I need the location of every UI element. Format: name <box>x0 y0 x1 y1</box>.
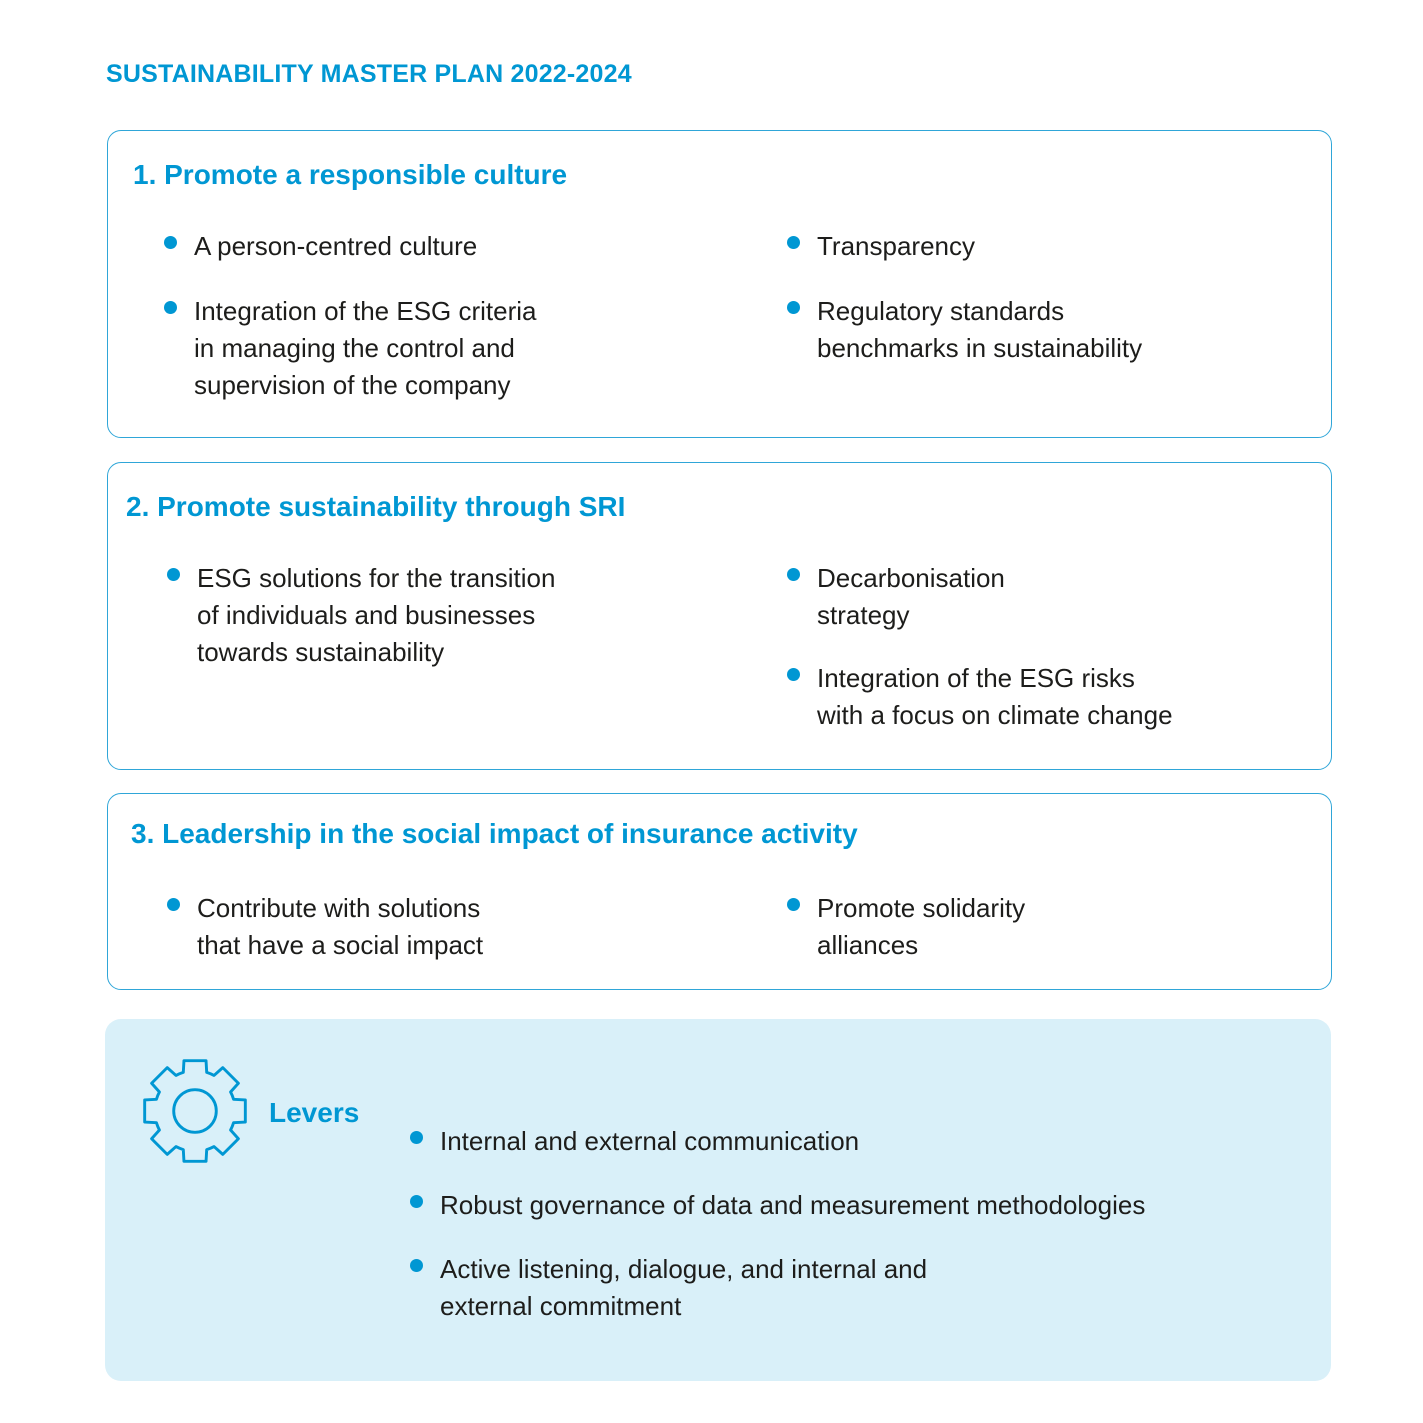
section-title: 1. Promote a responsible culture <box>133 159 568 190</box>
section-sri <box>107 462 1332 770</box>
bullet-dot-icon <box>167 568 180 581</box>
list-item: Regulatory standards benchmarks in sustainability <box>817 293 1142 367</box>
section-title: 2. Promote sustainability through SRI <box>126 491 626 522</box>
gear-icon <box>139 1055 251 1167</box>
bullet-dot-icon <box>787 668 800 681</box>
list-item: ESG solutions for the transition of individuals and businesses towards sustainability <box>197 560 555 671</box>
list-item: Decarbonisation strategy <box>817 560 1005 634</box>
bullet-dot-icon <box>787 568 800 581</box>
list-item: Integration of the ESG criteria in managing the control and supervision of the company <box>194 293 537 404</box>
section-social-impact <box>107 793 1332 990</box>
list-item: Transparency <box>817 228 975 265</box>
bullet-dot-icon <box>167 898 180 911</box>
bullet-dot-icon <box>164 301 177 314</box>
bullet-dot-icon <box>787 301 800 314</box>
bullet-dot-icon <box>410 1131 423 1144</box>
bullet-dot-icon <box>787 236 800 249</box>
section-title: 3. Leadership in the social impact of insurance activity <box>131 818 858 849</box>
list-item: Robust governance of data and measurement methodologies <box>440 1187 1145 1224</box>
bullet-dot-icon <box>410 1259 423 1272</box>
list-item: A person-centred culture <box>194 228 477 265</box>
bullet-dot-icon <box>164 236 177 249</box>
list-item: Active listening, dialogue, and internal and external commitment <box>440 1251 927 1325</box>
list-item: Integration of the ESG risks with a focus on climate change <box>817 660 1173 734</box>
list-item: Promote solidarity alliances <box>817 890 1025 964</box>
bullet-dot-icon <box>410 1195 423 1208</box>
bullet-dot-icon <box>787 898 800 911</box>
section-responsible-culture <box>107 130 1332 438</box>
list-item: Internal and external communication <box>440 1123 859 1160</box>
list-item: Contribute with solutions that have a social impact <box>197 890 483 964</box>
levers-title: Levers <box>269 1097 360 1128</box>
levers-panel <box>105 1019 1331 1381</box>
page-title: SUSTAINABILITY MASTER PLAN 2022-2024 <box>106 60 632 88</box>
